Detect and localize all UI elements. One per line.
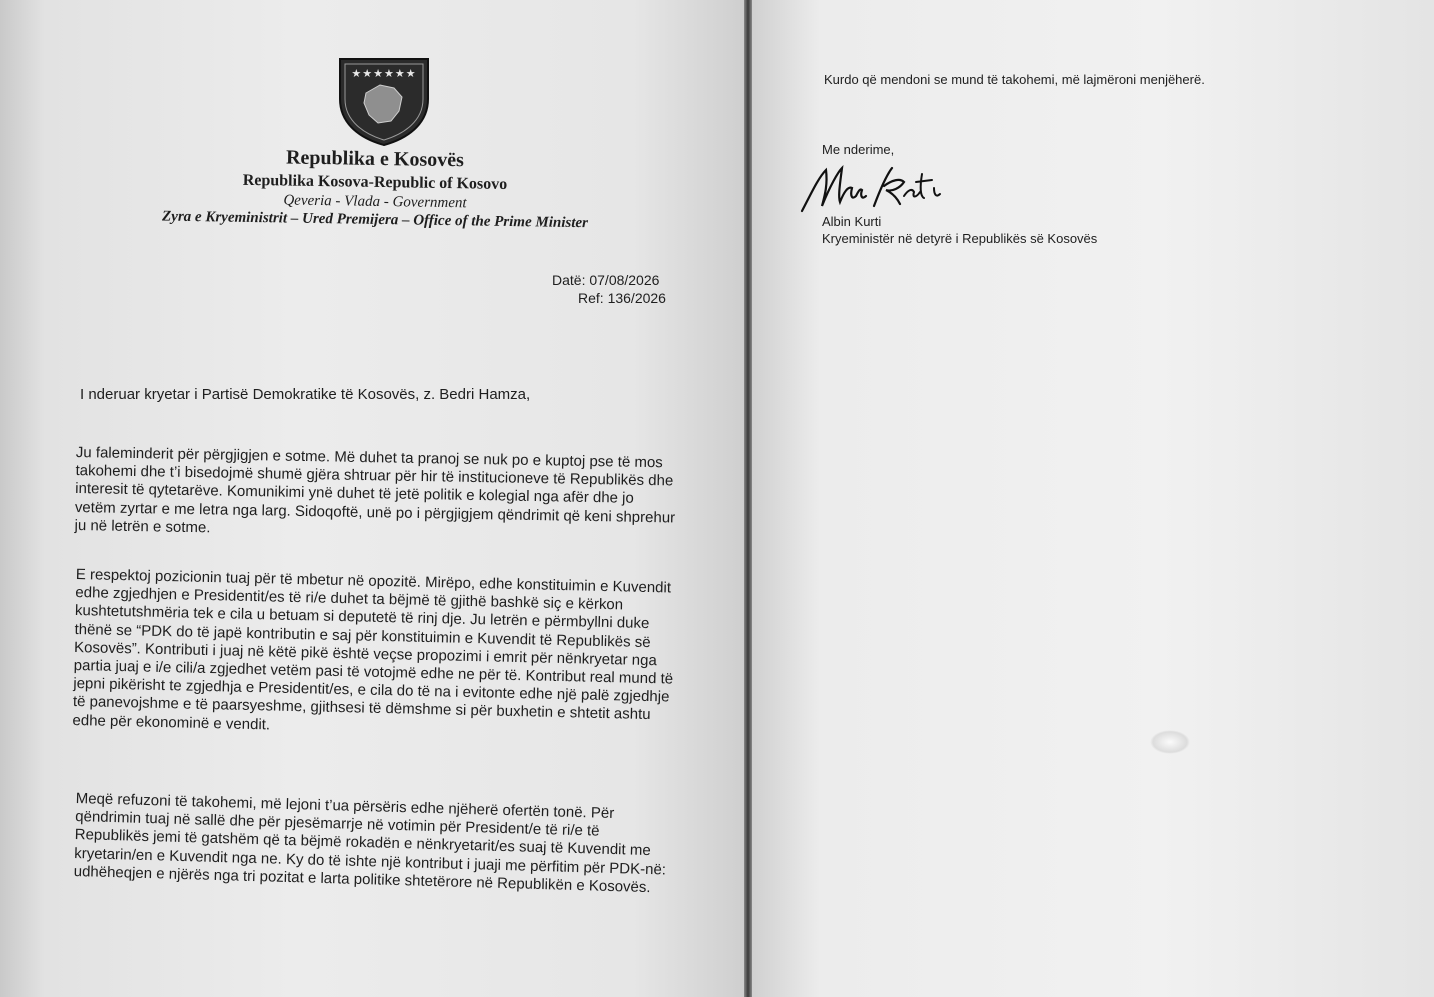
page-gutter: [744, 0, 752, 997]
paper-crease: [1150, 730, 1190, 754]
body-paragraph-3: Meqë refuzoni të takohemi, më lejoni t’ua përsëris edhe njëherë ofertën tonë. Për qëndrimin tuaj në sallë dhe për pjesëmarrje në votimin për President/e të ri/e të Republikës jemi të gatshëm që ta bëjmë rokadën e nënkryetarit/es suaj të Kuvendit me kryetarin/en e Kuvendit nga ne. Ky do të ishte një kontribut i juaji me përfitim për PDK-në: udhëheqjen e njërës nga tri pozitat e larta politike shtetërore në Republikën e Kosovës.: [73, 790, 667, 896]
svg-text:★★★★★★: ★★★★★★: [351, 67, 417, 80]
kosovo-coat-of-arms-icon: [336, 55, 432, 147]
letterhead-office: Zyra e Kryeministrit – Ured Premijera – Office of the Prime Minister: [161, 208, 589, 232]
body-paragraph-2: E respektoj pozicionin tuaj për të mbetur në opozitë. Mirëpo, edhe konstituimin e Kuvendit edhe zgjedhjen e Presidentit/es të ri/e duhet ta bëjmë të gjithë bashkë siç e kërkon kushtetutshmëria tek e cila u betuam si deputetë të rinj dje. Ju letrën e përmbyllni duke thënë se “PDK do të japë kontributin e saj për konstituimin e Kuvendit të Republikës së Kosovës”. Kontributi i juaj në këtë pikë është veçse propozimi i emrit për nënkryetar nga partia juaj e i/e cili/a zgjedhet vetëm pasi të votojmë edhe ne për të. Kontribut real mund të jepni pikërisht te zgjedhja e Presidentit/es, e cila do të na i evitonte edhe një palë zgjedhje të panevojshme e të paarsyeshme, gjithsesi të dëmshme si për buxhetin e shtetit ashtu edhe për ekonominë e vendit.: [72, 566, 674, 734]
letterhead-title: Republika e Kosovës: [285, 146, 465, 172]
letterhead-government: Qeveria - Vlada - Government: [283, 192, 467, 212]
signer-name: Albin Kurti: [822, 214, 882, 229]
continuation-line: Kurdo që mendoni se mund të takohemi, më lajmëroni menjëherë.: [824, 72, 1205, 87]
body-paragraph-1: Ju faleminderit për përgjigjen e sotme. Më duhet ta pranoj se nuk po e kuptoj pse të mos takohemi dhe t’i bisedojmë shumë gjëra shtruar për hir të institucioneve të Republikës dhe interesit të qytetarëve. Komunikimi ynë duhet të jetë politik e kolegial nga afër dhe jo vetëm zyrtar e me letra nga larg. Sidoqoftë, unë po i përgjigjem qëndrimit që keni shprehur ju në letrën e sotme.: [74, 444, 676, 537]
signer-title: Kryeministër në detyrë i Republikës së Kosovës: [822, 231, 1098, 246]
closing-line: Me nderime,: [822, 142, 895, 157]
letter-date: Datë: 07/08/2026: [552, 272, 660, 288]
letter-reference: Ref: 136/2026: [578, 290, 666, 306]
signature-icon: [800, 156, 950, 218]
salutation: I nderuar kryetar i Partisë Demokratike të Kosovës, z. Bedri Hamza,: [80, 386, 531, 403]
letterhead-subtitle: Republika Kosova-Republic of Kosovo: [242, 171, 508, 193]
